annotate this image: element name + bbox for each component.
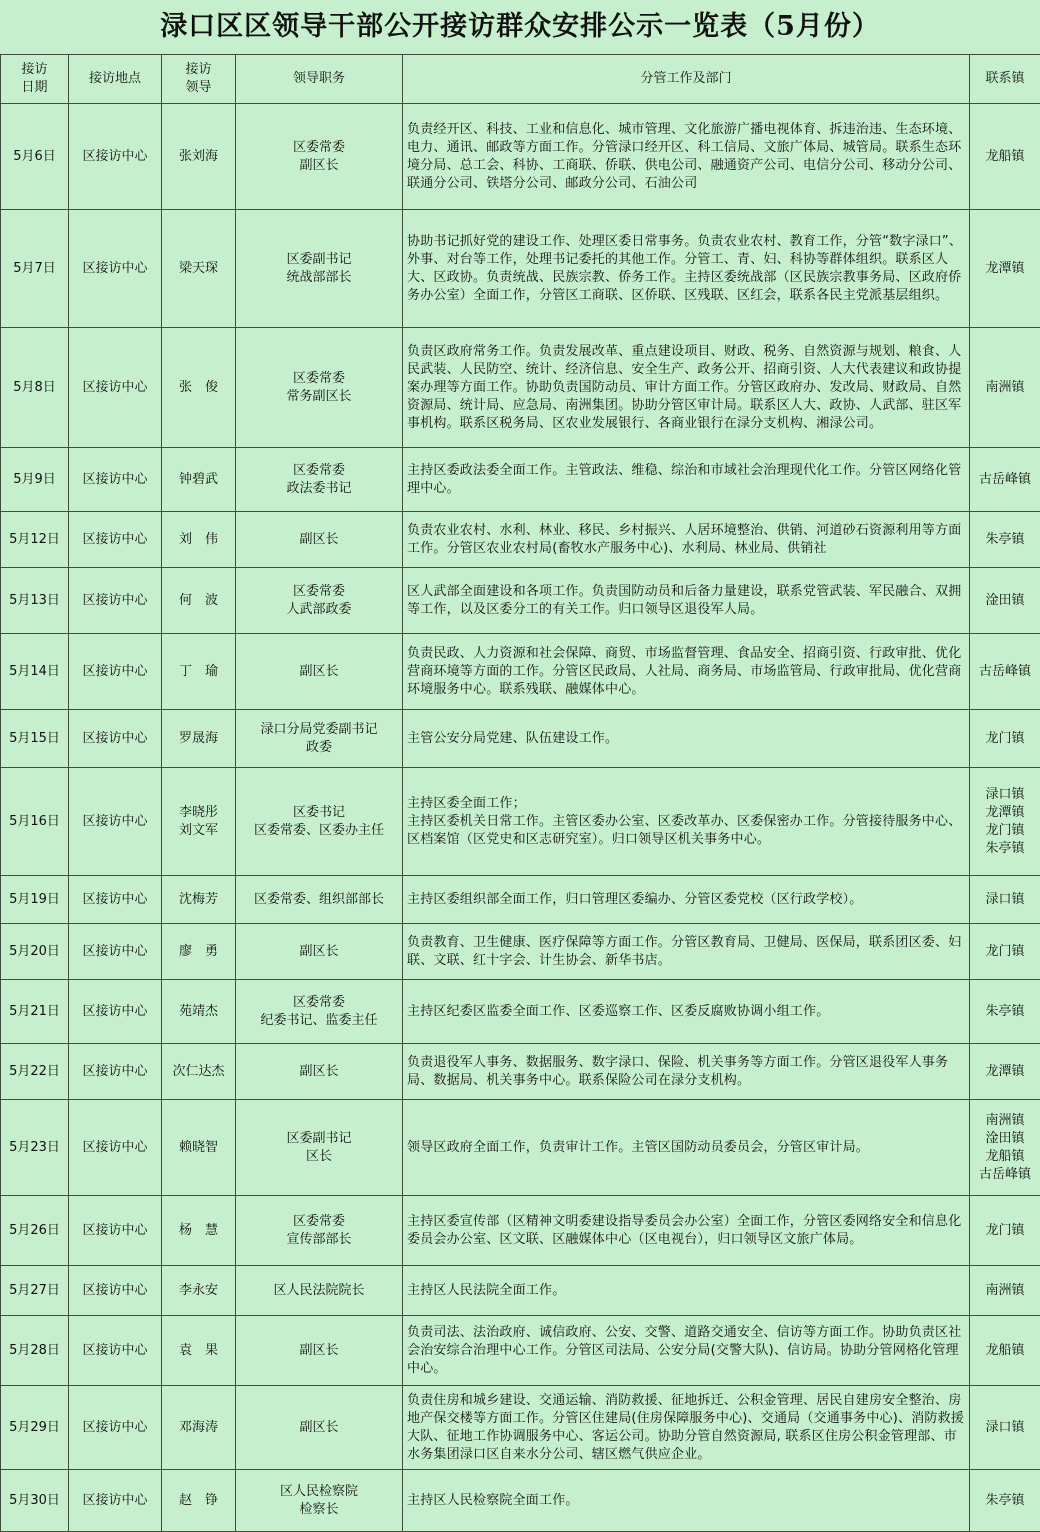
header-town: 联系镇 (970, 55, 1040, 104)
table-row (1, 980, 1040, 1044)
cell-duties: 主持区人民检察院全面工作。 (403, 1470, 970, 1532)
header-leader: 接访 领导 (162, 55, 236, 104)
cell-leader: 梁天琛 (162, 210, 236, 328)
table-header-row (1, 55, 1040, 104)
cell-post: 副区长 (236, 1316, 403, 1386)
cell-date: 5月20日 (1, 924, 69, 980)
cell-town: 南洲镇 (970, 1266, 1040, 1316)
cell-date: 5月13日 (1, 568, 69, 634)
cell-leader: 杨 慧 (162, 1196, 236, 1266)
table-row (1, 512, 1040, 568)
cell-duties: 负责农业农村、水利、林业、移民、乡村振兴、人居环境整治、供销、河道砂石资源利用等方面工作。分管区农业农村局(畜牧水产服务中心)、水利局、林业局、供销社 (403, 512, 970, 568)
table-row (1, 1470, 1040, 1532)
cell-date: 5月23日 (1, 1100, 69, 1196)
table-row (1, 1266, 1040, 1316)
schedule-table (0, 54, 1040, 1532)
cell-date: 5月29日 (1, 1386, 69, 1470)
cell-town: 龙船镇 (970, 104, 1040, 210)
header-duties: 分管工作及部门 (403, 55, 970, 104)
page-title: 渌口区区领导干部公开接访群众安排公示一览表（5月份） (0, 0, 1040, 54)
cell-location: 区接访中心 (69, 1196, 162, 1266)
cell-town: 渌口镇 (970, 876, 1040, 924)
cell-town: 渌口镇 龙潭镇 龙门镇 朱亭镇 (970, 768, 1040, 876)
cell-duties: 主持区人民法院全面工作。 (403, 1266, 970, 1316)
cell-leader: 张 俊 (162, 328, 236, 448)
cell-location: 区接访中心 (69, 448, 162, 512)
table-row (1, 876, 1040, 924)
cell-post: 副区长 (236, 924, 403, 980)
cell-location: 区接访中心 (69, 328, 162, 448)
cell-leader: 袁 果 (162, 1316, 236, 1386)
cell-duties: 领导区政府全面工作，负责审计工作。主管区国防动员委员会，分管区审计局。 (403, 1100, 970, 1196)
cell-date: 5月26日 (1, 1196, 69, 1266)
cell-location: 区接访中心 (69, 1316, 162, 1386)
cell-duties: 负责经开区、科技、工业和信息化、城市管理、文化旅游广播电视体育、拆违治违、生态环境、电力、通讯、邮政等方面工作。分管渌口经开区、科工信局、文旅广体局、城管局。联系生态环境分局、总工会、科协、工商联、侨联、供电公司、融通资产公司、电信分公司、移动分公司、联通分公司、铁塔分公司、邮政分公司、石油公司 (403, 104, 970, 210)
cell-duties: 主持区委组织部全面工作，归口管理区委编办、分管区委党校（区行政学校）。 (403, 876, 970, 924)
cell-post: 区委常委 副区长 (236, 104, 403, 210)
table-row (1, 1196, 1040, 1266)
cell-leader: 邓海涛 (162, 1386, 236, 1470)
cell-duties: 协助书记抓好党的建设工作、处理区委日常事务。负责农业农村、教育工作，分管“数字渌口”、外事、对台等工作，处理书记委托的其他工作。分管工、青、妇、科协等群体组织。联系区人大、区政协。负责统战、民族宗教、侨务工作。主持区委统战部（区民族宗教事务局、区政府侨务办公室）全面工作，分管区工商联、区侨联、区残联、区红会，联系各民主党派基层组织。 (403, 210, 970, 328)
table-row (1, 1044, 1040, 1100)
cell-post: 区委常委 人武部政委 (236, 568, 403, 634)
cell-date: 5月12日 (1, 512, 69, 568)
cell-post: 区委常委 政法委书记 (236, 448, 403, 512)
cell-date: 5月22日 (1, 1044, 69, 1100)
cell-duties: 主持区委政法委全面工作。主管政法、维稳、综治和市域社会治理现代化工作。分管区网络化管理中心。 (403, 448, 970, 512)
cell-duties: 负责民政、人力资源和社会保障、商贸、市场监督管理、食品安全、招商引资、行政审批、优化营商环境等方面的工作。分管区民政局、人社局、商务局、市场监管局、行政审批局、优化营商环境服务中心。联系残联、融媒体中心。 (403, 634, 970, 710)
cell-town: 南洲镇 淦田镇 龙船镇 古岳峰镇 (970, 1100, 1040, 1196)
cell-leader: 张刘海 (162, 104, 236, 210)
cell-town: 渌口镇 (970, 1386, 1040, 1470)
cell-date: 5月6日 (1, 104, 69, 210)
cell-location: 区接访中心 (69, 1386, 162, 1470)
cell-date: 5月8日 (1, 328, 69, 448)
table-row (1, 1100, 1040, 1196)
cell-town: 南洲镇 (970, 328, 1040, 448)
cell-location: 区接访中心 (69, 710, 162, 768)
cell-leader: 李永安 (162, 1266, 236, 1316)
cell-leader: 苑靖杰 (162, 980, 236, 1044)
cell-duties: 负责退役军人事务、数据服务、数字渌口、保险、机关事务等方面工作。分管区退役军人事务局、数据局、机关事务中心。联系保险公司在渌分支机构。 (403, 1044, 970, 1100)
cell-post: 区委常委、组织部部长 (236, 876, 403, 924)
cell-town: 龙门镇 (970, 924, 1040, 980)
cell-date: 5月19日 (1, 876, 69, 924)
cell-leader: 廖 勇 (162, 924, 236, 980)
cell-date: 5月7日 (1, 210, 69, 328)
cell-post: 区委书记 区委常委、区委办主任 (236, 768, 403, 876)
cell-date: 5月27日 (1, 1266, 69, 1316)
table-row (1, 924, 1040, 980)
cell-post: 副区长 (236, 512, 403, 568)
cell-location: 区接访中心 (69, 1266, 162, 1316)
cell-location: 区接访中心 (69, 634, 162, 710)
cell-town: 龙门镇 (970, 1196, 1040, 1266)
cell-location: 区接访中心 (69, 210, 162, 328)
cell-duties: 负责司法、法治政府、诚信政府、公安、交警、道路交通安全、信访等方面工作。协助负责区社会治安综合治理中心工作。分管区司法局、公安分局(交警大队)、信访局。协助分管网格化管理中心。 (403, 1316, 970, 1386)
cell-town: 龙船镇 (970, 1316, 1040, 1386)
cell-date: 5月16日 (1, 768, 69, 876)
cell-location: 区接访中心 (69, 924, 162, 980)
cell-date: 5月21日 (1, 980, 69, 1044)
cell-post: 区人民法院院长 (236, 1266, 403, 1316)
cell-location: 区接访中心 (69, 104, 162, 210)
cell-leader: 沈梅芳 (162, 876, 236, 924)
cell-leader: 何 波 (162, 568, 236, 634)
cell-town: 淦田镇 (970, 568, 1040, 634)
cell-duties: 负责教育、卫生健康、医疗保障等方面工作。分管区教育局、卫健局、医保局，联系团区委、妇联、文联、红十字会、计生协会、新华书店。 (403, 924, 970, 980)
cell-town: 古岳峰镇 (970, 448, 1040, 512)
cell-location: 区接访中心 (69, 512, 162, 568)
cell-town: 龙潭镇 (970, 1044, 1040, 1100)
cell-leader: 丁 瑜 (162, 634, 236, 710)
cell-location: 区接访中心 (69, 768, 162, 876)
cell-leader: 次仁达杰 (162, 1044, 236, 1100)
cell-duties: 主持区纪委区监委全面工作、区委巡察工作、区委反腐败协调小组工作。 (403, 980, 970, 1044)
cell-date: 5月9日 (1, 448, 69, 512)
table-row (1, 568, 1040, 634)
cell-duties: 主持区委全面工作； 主持区委机关日常工作。主管区委办公室、区委改革办、区委保密办工作。分管接待服务中心、区档案馆（区党史和区志研究室）。归口领导区机关事务中心。 (403, 768, 970, 876)
cell-date: 5月30日 (1, 1470, 69, 1532)
table-row (1, 328, 1040, 448)
cell-post: 区委副书记 统战部部长 (236, 210, 403, 328)
cell-duties: 主持区委宣传部（区精神文明委建设指导委员会办公室）全面工作，分管区委网络安全和信息化委员会办公室、区文联、区融媒体中心（区电视台），归口领导区文旅广体局。 (403, 1196, 970, 1266)
cell-location: 区接访中心 (69, 1470, 162, 1532)
cell-location: 区接访中心 (69, 980, 162, 1044)
cell-date: 5月28日 (1, 1316, 69, 1386)
cell-post: 渌口分局党委副书记 政委 (236, 710, 403, 768)
cell-duties: 负责住房和城乡建设、交通运输、消防救援、征地拆迁、公积金管理、居民自建房安全整治、房地产保交楼等方面工作。分管区住建局(住房保障服务中心)、交通局（交通事务中心)、消防救援大队、征地工作协调服务中心、客运公司。协助分管自然资源局, 联系区住房公积金管理部、市水务集团渌口区自来水分公司、辖区燃气供应企业。 (403, 1386, 970, 1470)
cell-location: 区接访中心 (69, 568, 162, 634)
cell-date: 5月15日 (1, 710, 69, 768)
header-location: 接访地点 (69, 55, 162, 104)
header-date: 接访 日期 (1, 55, 69, 104)
cell-town: 龙门镇 (970, 710, 1040, 768)
cell-town: 古岳峰镇 (970, 634, 1040, 710)
table-row (1, 710, 1040, 768)
table-row (1, 104, 1040, 210)
table-row (1, 634, 1040, 710)
cell-town: 朱亭镇 (970, 512, 1040, 568)
cell-location: 区接访中心 (69, 876, 162, 924)
table-row (1, 448, 1040, 512)
cell-town: 朱亭镇 (970, 980, 1040, 1044)
table-row (1, 768, 1040, 876)
cell-leader: 赵 铮 (162, 1470, 236, 1532)
table-row (1, 1316, 1040, 1386)
cell-duties: 负责区政府常务工作。负责发展改革、重点建设项目、财政、税务、自然资源与规划、粮食、人民武装、人民防空、统计、经济信息、安全生产、政务公开、招商引资、人大代表建议和政协提案办理等方面工作。协助负责国防动员、审计方面工作。分管区政府办、发改局、财政局、自然资源局、统计局、应急局、南洲集团。协助分管区审计局。联系区人大、政协、人武部、驻区军事机构。联系区税务局、区农业发展银行、各商业银行在渌分支机构、湘渌公司。 (403, 328, 970, 448)
cell-post: 副区长 (236, 634, 403, 710)
cell-leader: 李晓彤 刘文军 (162, 768, 236, 876)
cell-post: 副区长 (236, 1386, 403, 1470)
cell-town: 朱亭镇 (970, 1470, 1040, 1532)
cell-location: 区接访中心 (69, 1044, 162, 1100)
cell-leader: 罗晟海 (162, 710, 236, 768)
cell-town: 龙潭镇 (970, 210, 1040, 328)
cell-post: 区委常委 纪委书记、监委主任 (236, 980, 403, 1044)
table-row (1, 210, 1040, 328)
cell-post: 副区长 (236, 1044, 403, 1100)
cell-leader: 赖晓智 (162, 1100, 236, 1196)
cell-leader: 刘 伟 (162, 512, 236, 568)
cell-post: 区人民检察院 检察长 (236, 1470, 403, 1532)
cell-duties: 主管公安分局党建、队伍建设工作。 (403, 710, 970, 768)
header-post: 领导职务 (236, 55, 403, 104)
cell-location: 区接访中心 (69, 1100, 162, 1196)
cell-post: 区委副书记 区长 (236, 1100, 403, 1196)
cell-date: 5月14日 (1, 634, 69, 710)
cell-duties: 区人武部全面建设和各项工作。负责国防动员和后备力量建设，联系党管武装、军民融合、双拥等工作，以及区委分工的有关工作。归口领导区退役军人局。 (403, 568, 970, 634)
cell-post: 区委常委 宣传部部长 (236, 1196, 403, 1266)
table-row (1, 1386, 1040, 1470)
cell-leader: 钟碧武 (162, 448, 236, 512)
cell-post: 区委常委 常务副区长 (236, 328, 403, 448)
